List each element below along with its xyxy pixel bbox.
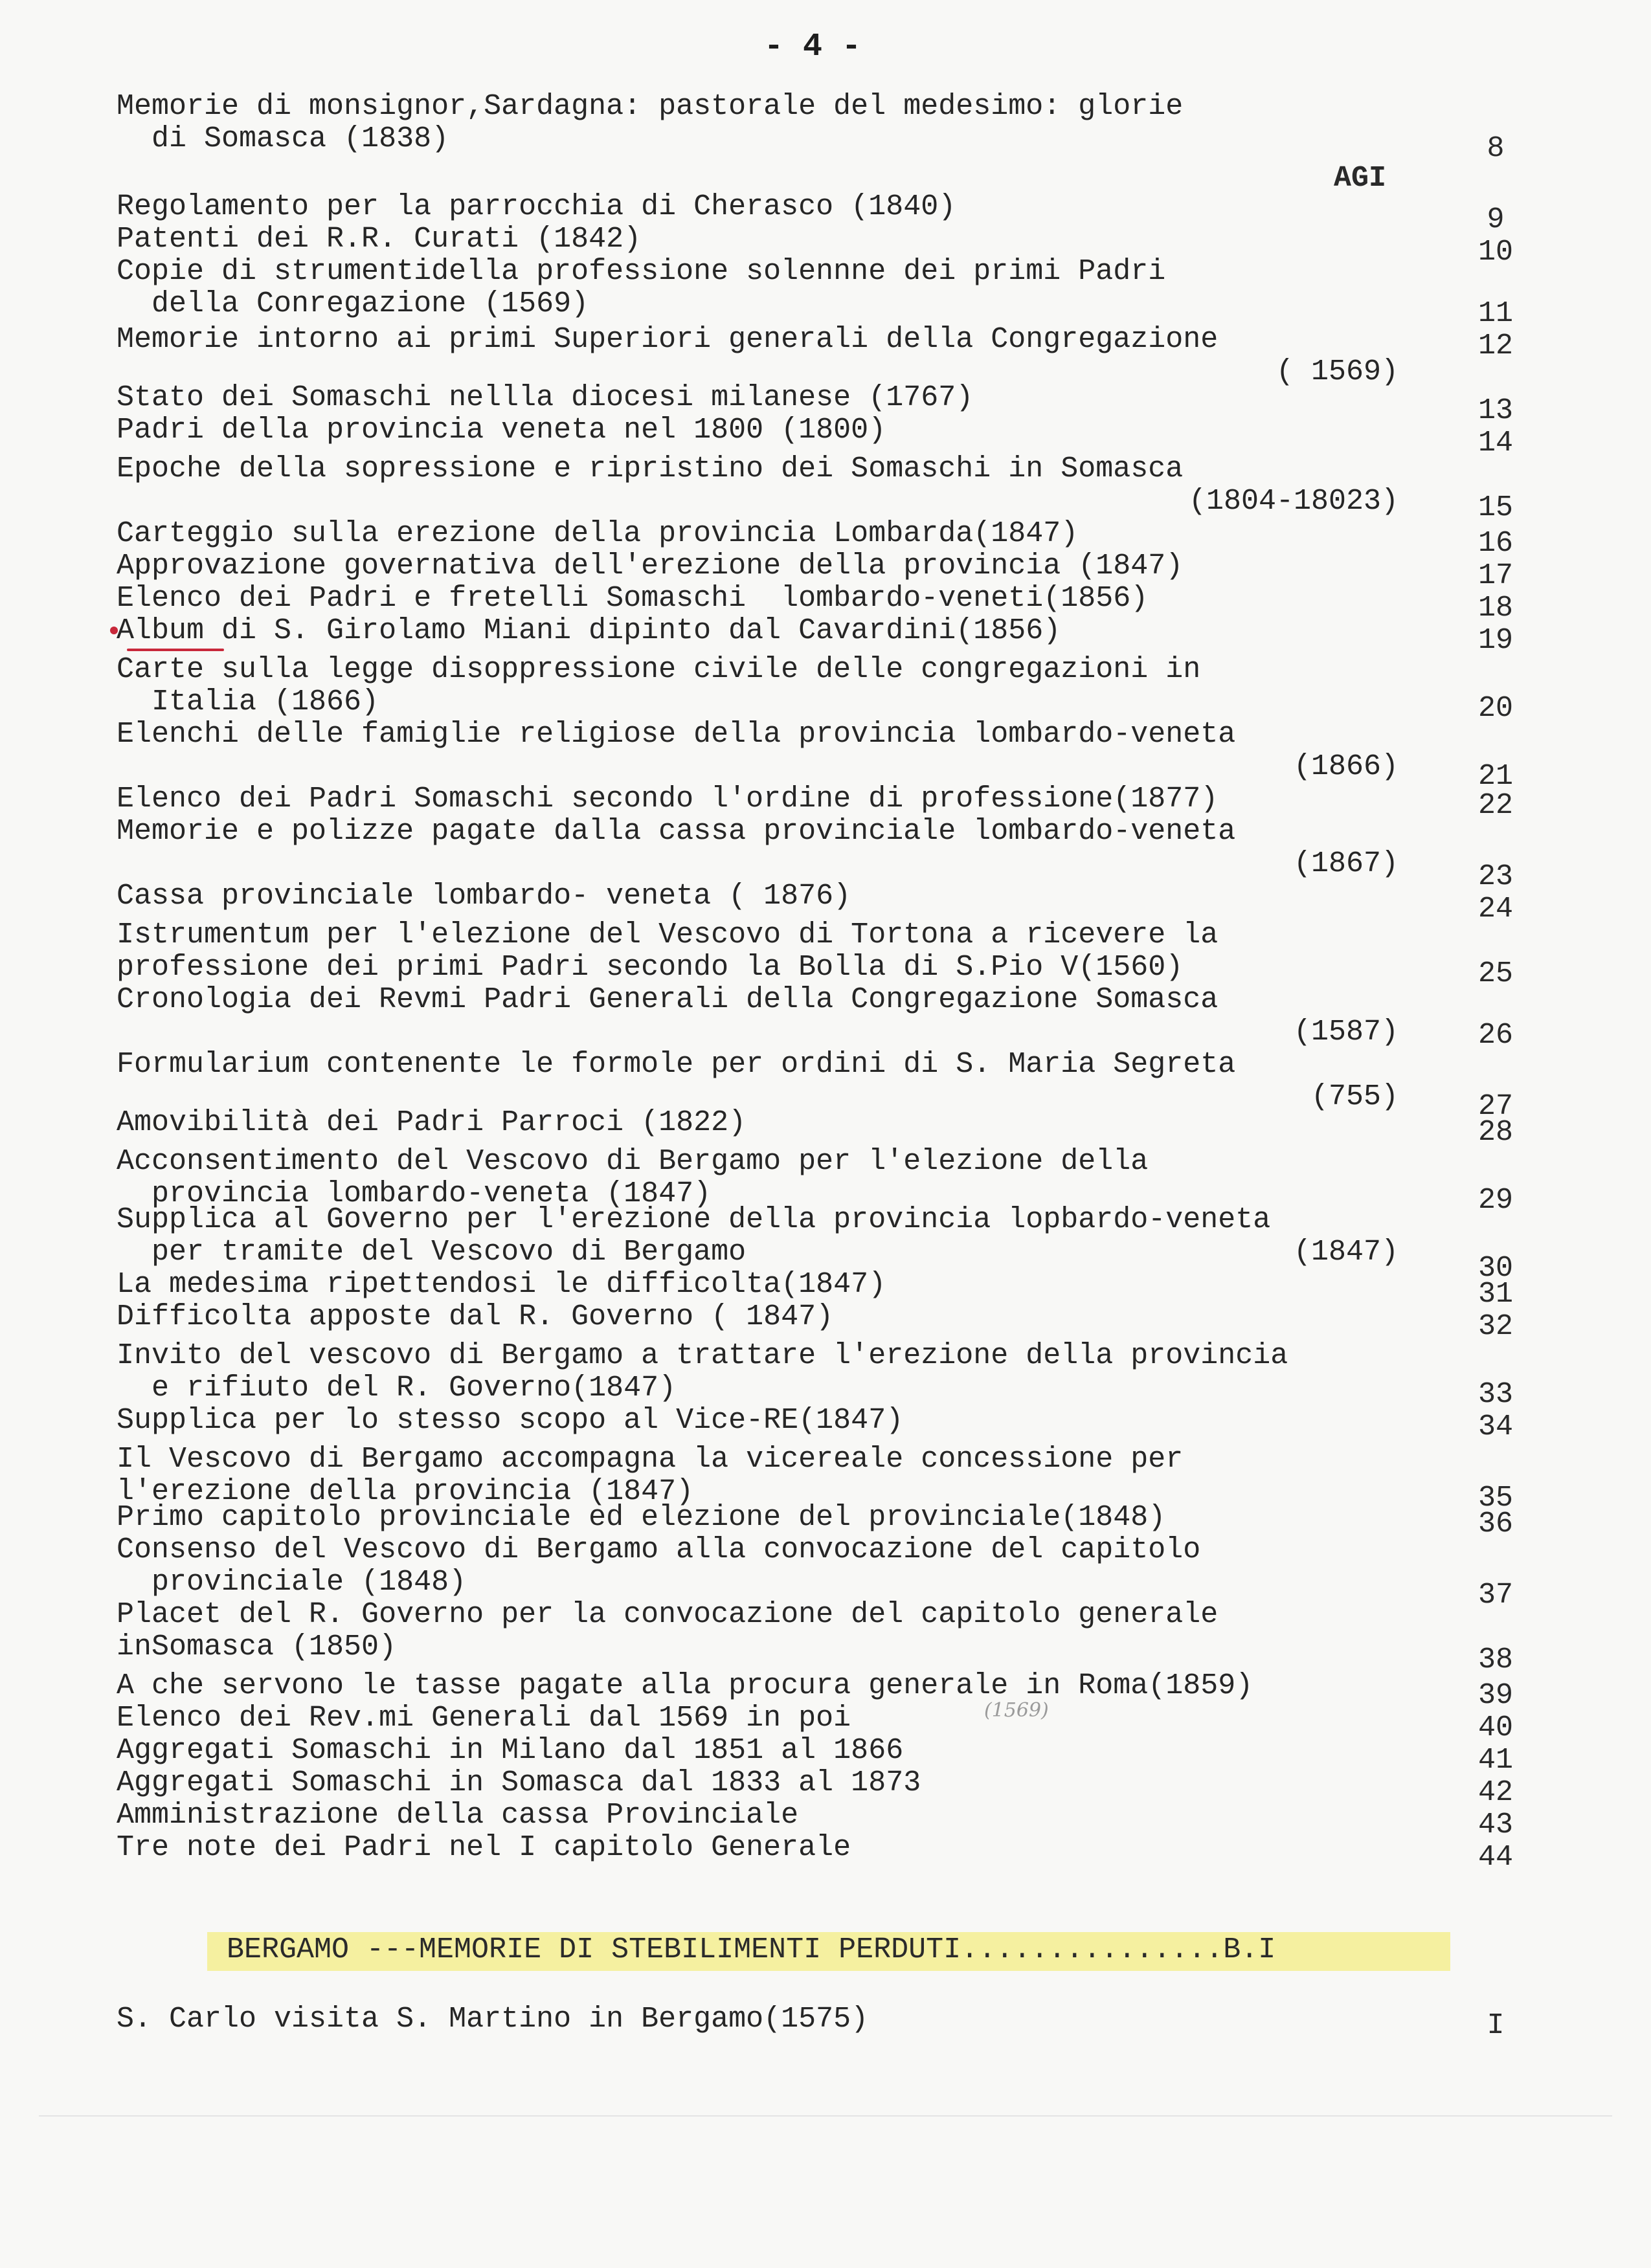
entry-title-continued: Italia (1866) xyxy=(117,685,379,718)
toc-entry xyxy=(117,1340,1470,1405)
entry-title: Patenti dei R.R. Curati (1842) xyxy=(117,223,642,256)
toc-entry xyxy=(117,615,1470,647)
entry-title: Acconsentimento del Vescovo di Bergamo per l'elezione della xyxy=(117,1145,1149,1178)
entry-title: Istrumentum per l'elezione del Vescovo di Tortona a ricevere la xyxy=(117,918,1219,951)
page-number: - 4 - xyxy=(763,28,862,65)
toc-entry xyxy=(117,324,1470,388)
toc-entry xyxy=(117,984,1470,1049)
entry-date: (1847) xyxy=(1293,1236,1398,1269)
entry-title: A che servono le tasse pagate alla procura generale in Roma(1859) xyxy=(117,1669,1253,1702)
entry-title: Supplica al Governo per l'erezione della provincia lopbardo-veneta xyxy=(117,1203,1271,1236)
toc-entry xyxy=(117,816,1470,880)
entry-title: Aggregati Somaschi in Somasca dal 1833 al 1873 xyxy=(117,1766,921,1799)
entry-number: 36 xyxy=(1477,1507,1513,1540)
entry-number: 31 xyxy=(1477,1278,1513,1311)
toc-entry xyxy=(117,1735,1470,1767)
entry-title: Placet del R. Governo per la convocazione del capitolo generale xyxy=(117,1598,1219,1631)
entry-title-continued: inSomasca (1850) xyxy=(117,1630,397,1663)
entry-title: Primo capitolo provinciale ed elezione del provinciale(1848) xyxy=(117,1501,1166,1534)
section-heading: BERGAMO ---MEMORIE DI STEBILIMENTI PERDUTI...............B.I xyxy=(227,1933,1276,1966)
toc-entry xyxy=(117,718,1470,783)
toc-entry xyxy=(117,919,1470,984)
entry-title-continued: della Conregazione (1569) xyxy=(117,287,589,320)
entry-title: Amovibilità dei Padri Parroci (1822) xyxy=(117,1106,747,1139)
toc-entry xyxy=(117,1599,1470,1663)
entry-number: 26 xyxy=(1477,1019,1513,1052)
entry-number: 30 xyxy=(1477,1252,1513,1285)
entry-title-continued: provincia lombardo-veneta (1847) xyxy=(117,1177,712,1210)
section-entry-title: S. Carlo visita S. Martino in Bergamo(1575) xyxy=(117,2003,869,2036)
entry-number: 10 xyxy=(1477,236,1513,269)
entry-number: 42 xyxy=(1477,1776,1513,1809)
toc-entry xyxy=(117,1670,1470,1702)
entry-title: La medesima ripettendosi le difficolta(1847) xyxy=(117,1268,886,1301)
toc-entry xyxy=(117,414,1470,447)
entry-number: 34 xyxy=(1477,1410,1513,1443)
toc-entry xyxy=(117,1534,1470,1599)
entry-number: 43 xyxy=(1477,1808,1513,1841)
entry-title: Memorie di monsignor,Sardagna: pastorale del medesimo: glorie xyxy=(117,90,1184,123)
entry-title: Cronologia dei Revmi Padri Generali della Congregazione Somasca xyxy=(117,983,1219,1016)
toc-entry xyxy=(117,1799,1470,1832)
toc-entry xyxy=(117,654,1470,718)
entry-number: 32 xyxy=(1477,1310,1513,1343)
entry-number: 37 xyxy=(1477,1579,1513,1612)
entry-number: 20 xyxy=(1477,692,1513,725)
page-edge-line xyxy=(39,2115,1612,2117)
entry-title: Padri della provincia veneta nel 1800 (1800) xyxy=(117,414,886,447)
entry-title-continued: (755) xyxy=(1310,1080,1398,1113)
toc-entry xyxy=(117,1269,1470,1301)
toc-entry xyxy=(117,1405,1470,1437)
entry-title: Album di S. Girolamo Miani dipinto dal Cavardini(1856) xyxy=(117,614,1061,647)
entry-number: 19 xyxy=(1477,624,1513,657)
entry-number: 16 xyxy=(1477,527,1513,560)
entry-title-continued: l'erezione della provincia (1847) xyxy=(117,1475,694,1508)
toc-entry xyxy=(117,783,1470,816)
entry-title-continued: per tramite del Vescovo di Bergamo xyxy=(117,1236,747,1269)
entry-title-continued: provinciale (1848) xyxy=(117,1566,467,1599)
archive-code: AGI xyxy=(1334,162,1387,195)
toc-entry xyxy=(117,1301,1470,1333)
entry-number: 29 xyxy=(1477,1184,1513,1217)
entry-title-continued: professione dei primi Padri secondo la Bolla di S.Pio V(1560) xyxy=(117,951,1184,984)
toc-entry xyxy=(117,453,1470,518)
entry-title: Regolamento per la parrocchia di Cherasco (1840) xyxy=(117,190,956,223)
entry-number: 25 xyxy=(1477,957,1513,990)
entry-number: 23 xyxy=(1477,860,1513,893)
entry-title: Elenco dei Rev.mi Generali dal 1569 in poi xyxy=(117,1702,851,1735)
toc-entry xyxy=(117,223,1470,256)
entry-number: 8 xyxy=(1487,132,1505,165)
entry-number: 35 xyxy=(1477,1482,1513,1515)
entry-title-continued: di Somasca (1838) xyxy=(117,122,449,155)
entry-title: Consenso del Vescovo di Bergamo alla convocazione del capitolo xyxy=(117,1533,1201,1566)
entry-title: Elenco dei Padri e fretelli Somaschi lombardo-veneti(1856) xyxy=(117,582,1149,615)
entry-number: 18 xyxy=(1477,592,1513,625)
entry-number: 40 xyxy=(1477,1711,1513,1744)
entry-number: 11 xyxy=(1477,297,1513,330)
entry-title-continued: ( 1569) xyxy=(1275,355,1398,388)
entry-number: 12 xyxy=(1477,329,1513,362)
toc-entry xyxy=(117,256,1470,320)
entry-number: 14 xyxy=(1477,427,1513,460)
entry-title: Elenco dei Padri Somaschi secondo l'ordine di professione(1877) xyxy=(117,783,1219,816)
entry-number: 24 xyxy=(1477,893,1513,926)
toc-entry xyxy=(117,91,1470,155)
entry-title: Cassa provinciale lombardo- veneta ( 1876) xyxy=(117,880,851,913)
entry-number: 21 xyxy=(1477,760,1513,793)
section-entry xyxy=(117,2003,1470,2036)
entry-title: Memorie e polizze pagate dalla cassa provinciale lombardo-veneta xyxy=(117,815,1236,848)
pencil-annotation: (1569) xyxy=(984,1699,1049,1722)
entry-number: 41 xyxy=(1477,1744,1513,1777)
toc-entry xyxy=(117,1832,1470,1864)
entry-title: Difficolta apposte dal R. Governo ( 1847) xyxy=(117,1300,834,1333)
entry-title: Invito del vescovo di Bergamo a trattare l'erezione della provincia xyxy=(117,1339,1288,1372)
entry-title-continued: (1867) xyxy=(1293,847,1398,880)
entry-title: Carte sulla legge disoppressione civile delle congregazioni in xyxy=(117,653,1201,686)
toc-entry xyxy=(117,1107,1470,1139)
entry-number: 28 xyxy=(1477,1116,1513,1149)
toc-entry xyxy=(117,1502,1470,1534)
entry-number: 38 xyxy=(1477,1643,1513,1676)
entry-title: Amministrazione della cassa Provinciale xyxy=(117,1799,799,1832)
entry-title: Formularium contenente le formole per ordini di S. Maria Segreta xyxy=(117,1048,1236,1081)
entry-title: Epoche della sopressione e ripristino dei Somaschi in Somasca xyxy=(117,452,1184,485)
entry-title: Elenchi delle famiglie religiose della provincia lombardo-veneta xyxy=(117,718,1236,751)
entry-number: 22 xyxy=(1477,789,1513,822)
entry-title: Aggregati Somaschi in Milano dal 1851 al 1866 xyxy=(117,1734,904,1767)
entry-title: Approvazione governativa dell'erezione della provincia (1847) xyxy=(117,550,1184,583)
toc-entry xyxy=(117,1702,1470,1735)
entry-title: Carteggio sulla erezione della provincia Lombarda(1847) xyxy=(117,517,1079,550)
section-entry-number: I xyxy=(1487,2009,1505,2042)
entry-title: Tre note dei Padri nel I capitolo Generale xyxy=(117,1831,851,1864)
entry-title: Il Vescovo di Bergamo accompagna la vicereale concessione per xyxy=(117,1443,1184,1476)
entry-number: 9 xyxy=(1487,203,1505,236)
entry-number: 33 xyxy=(1477,1378,1513,1411)
entry-number: 44 xyxy=(1477,1841,1513,1874)
toc-entry xyxy=(117,191,1470,223)
entry-title: Supplica per lo stesso scopo al Vice-RE(1847) xyxy=(117,1404,904,1437)
entry-number: 15 xyxy=(1477,491,1513,524)
entry-number: 17 xyxy=(1477,559,1513,592)
entry-title-continued: e rifiuto del R. Governo(1847) xyxy=(117,1372,677,1405)
toc-entry xyxy=(117,550,1470,583)
toc-entry xyxy=(117,1204,1470,1269)
toc-entry xyxy=(117,382,1470,414)
entry-title-continued: (1866) xyxy=(1293,750,1398,783)
toc-entry xyxy=(117,583,1470,615)
entry-number: 39 xyxy=(1477,1679,1513,1712)
entry-title-continued: (1804-18023) xyxy=(1188,485,1398,518)
toc-entry xyxy=(117,518,1470,550)
toc-entry xyxy=(117,1443,1470,1508)
entry-title: Stato dei Somaschi nellla diocesi milanese (1767) xyxy=(117,381,974,414)
entry-title: Copie di strumentidella professione solennne dei primi Padri xyxy=(117,255,1166,288)
entry-title-continued: (1587) xyxy=(1293,1016,1398,1049)
toc-entry xyxy=(117,1146,1470,1210)
entry-number: 27 xyxy=(1477,1090,1513,1123)
entry-number: 13 xyxy=(1477,394,1513,427)
entry-title: Memorie intorno ai primi Superiori generali della Congregazione xyxy=(117,323,1219,356)
toc-entry xyxy=(117,1767,1470,1799)
toc-entry xyxy=(117,1049,1470,1113)
toc-entry xyxy=(117,880,1470,913)
